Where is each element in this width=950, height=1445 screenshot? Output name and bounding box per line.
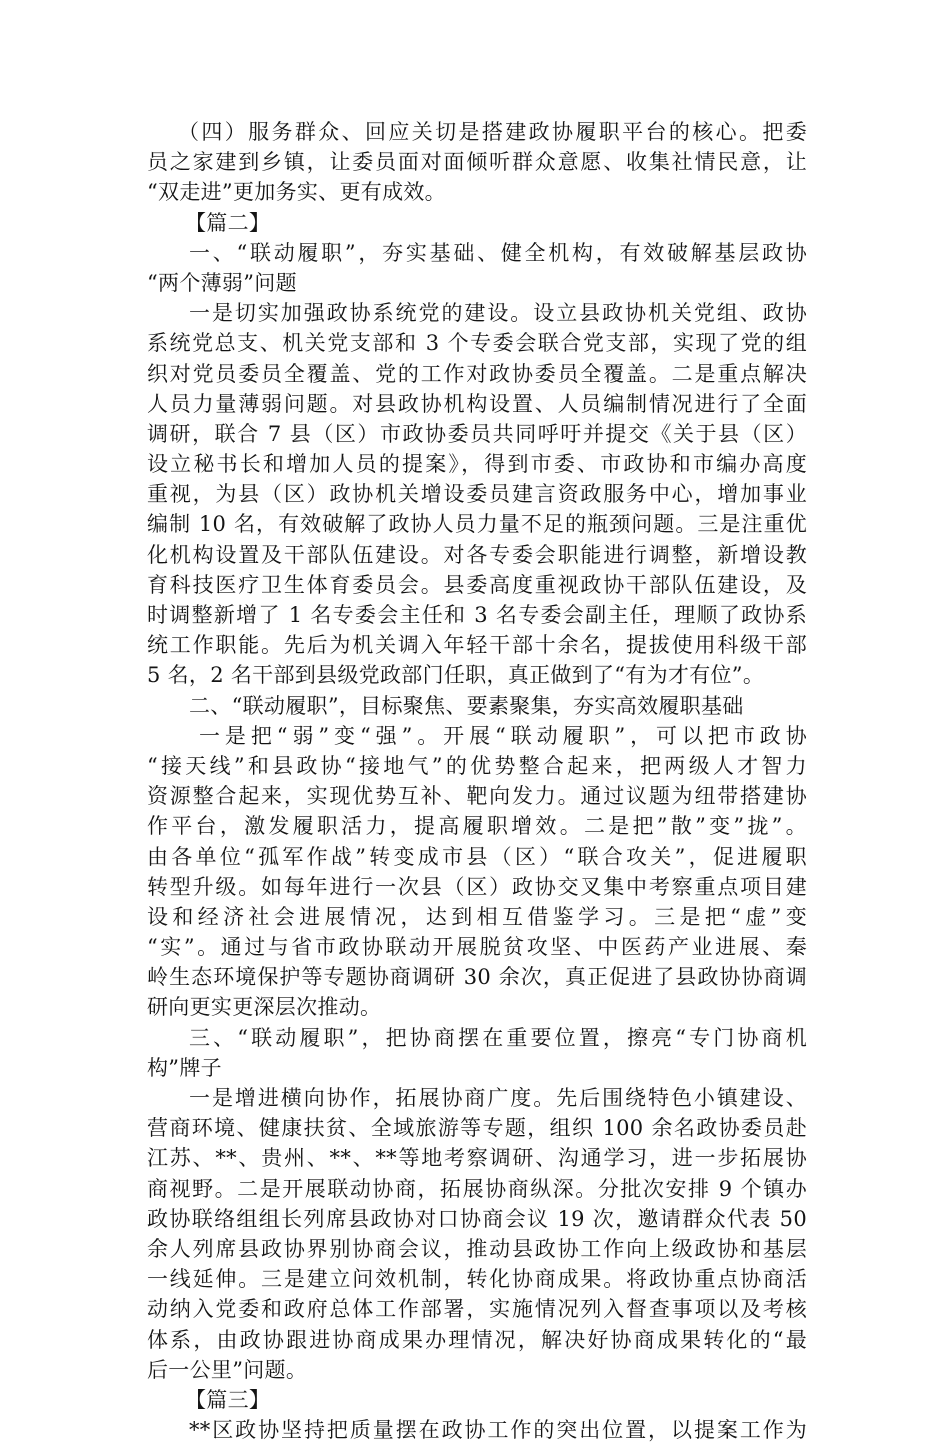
paragraph-line: 后一公里”问题。: [147, 1357, 308, 1382]
paragraph-line: 余人列席县政协界别协商会议，推动县政协工作向上级政协和基层: [147, 1236, 807, 1261]
paragraph-line: 一是把“弱”变“强”。开展“联动履职”，可以把市政协: [199, 723, 807, 748]
paragraph-line: 作平台，激发履职活力，提高履职增效。二是把”散”变”拢”。: [147, 814, 807, 839]
paragraph-line: 设立秘书长和增加人员的提案》，得到市委、市政协和市编办高度: [147, 452, 807, 477]
paragraph-line: 体系，由政协跟进协商成果办理情况，解决好协商成果转化的“最: [147, 1327, 807, 1352]
paragraph-line: 统工作职能。先后为机关调入年轻干部十余名，提拔使用科级干部: [147, 633, 807, 658]
section-heading: 构”牌子: [147, 1055, 222, 1080]
paragraph-line: 一是增进横向协作，拓展协商广度。先后围绕特色小镇建设、: [189, 1086, 807, 1110]
paragraph-line: 岭生态环境保护等专题协商调研 30 余次，真正促进了县政协协商调: [147, 965, 807, 990]
paragraph-line: 育科技医疗卫生体育委员会。县委高度重视政协干部队伍建设，及: [147, 572, 807, 597]
paragraph-line: 化机构设置及干部队伍建设。对各专委会职能进行调整，新增设教: [147, 542, 807, 567]
paragraph-line: 系统党总支、机关党支部和 3 个专委会联合党支部，实现了党的组: [147, 331, 807, 356]
paragraph-line: “双走进”更加务实、更有成效。: [147, 180, 446, 205]
paragraph-line: “接天线”和县政协“接地气”的优势整合起来，把两级人才智力: [147, 753, 807, 778]
paragraph-line: **区政协坚持把质量摆在政协工作的突出位置，以提案工作为: [189, 1418, 807, 1443]
paragraph-line: 动纳入党委和政府总体工作部署，实施情况列入督查事项以及考核: [147, 1297, 807, 1322]
section-marker-3: 【篇三】: [185, 1387, 271, 1412]
paragraph-line: 由各单位“孤军作战”转变成市县（区）“联合攻关”，促进履职: [147, 844, 807, 869]
paragraph-line: 资源整合起来，实现优势互补、靶向发力。通过议题为纽带搭建协: [147, 784, 807, 809]
paragraph-line: 编制 10 名，有效破解了政协人员力量不足的瓶颈问题。三是注重优: [147, 512, 807, 537]
paragraph-line: 员之家建到乡镇，让委员面对面倾听群众意愿、收集社情民意，让: [147, 150, 807, 175]
paragraph-line: 商视野。二是开展联动协商，拓展协商纵深。分批次安排 9 个镇办: [147, 1176, 807, 1201]
section-heading: 一、“联动履职”，夯实基础、健全机构，有效破解基层政协: [189, 240, 807, 265]
section-heading: 三、“联动履职”，把协商摆在重要位置，擦亮“专门协商机: [189, 1025, 807, 1050]
section-heading: 二、“联动履职”，目标聚焦、要素聚集，夯实高效履职基础: [189, 693, 744, 718]
paragraph-line: 织对党员委员全覆盖、党的工作对政协委员全覆盖。二是重点解决: [147, 361, 807, 386]
paragraph-line: 研向更实更深层次推动。: [147, 995, 382, 1020]
paragraph-line: 时调整新增了 1 名专委会主任和 3 名专委会副主任，理顺了政协系: [147, 603, 807, 627]
paragraph-line: （四）服务群众、回应关切是搭建政协履职平台的核心。把委: [178, 120, 807, 144]
paragraph-line: 政协联络组组长列席县政协对口协商会议 19 次，邀请群众代表 50: [147, 1206, 807, 1231]
paragraph-line: 转型升级。如每年进行一次县（区）政协交叉集中考察重点项目建: [147, 874, 807, 899]
section-marker-2: 【篇二】: [185, 210, 271, 235]
paragraph-line: 人员力量薄弱问题。对县政协机构设置、人员编制情况进行了全面: [147, 391, 807, 416]
paragraph-line: 5 名，2 名干部到县级党政部门任职，真正做到了“有为才有位”。: [147, 663, 765, 688]
paragraph-line: “实”。通过与省市政协联动开展脱贫攻坚、中医药产业进展、秦: [147, 935, 807, 960]
paragraph-line: 设和经济社会进展情况，达到相互借鉴学习。三是把“虚”变: [147, 904, 807, 929]
paragraph-line: 重视，为县（区）政协机关增设委员建言资政服务中心，增加事业: [147, 482, 807, 507]
paragraph-line: 一是切实加强政协系统党的建设。设立县政协机关党组、政协: [189, 301, 807, 326]
paragraph-line: 一线延伸。三是建立问效机制，转化协商成果。将政协重点协商活: [147, 1267, 807, 1292]
paragraph-line: 调研，联合 7 县（区）市政协委员共同呼吁并提交《关于县（区）: [147, 421, 807, 446]
paragraph-line: 营商环境、健康扶贫、全域旅游等专题，组织 100 余名政协委员赴: [147, 1116, 807, 1141]
document-body: [147, 117, 807, 1445]
paragraph-line: 江苏、**、贵州、**、**等地考察调研、沟通学习，进一步拓展协: [147, 1146, 807, 1171]
section-heading: “两个薄弱”问题: [147, 270, 297, 295]
